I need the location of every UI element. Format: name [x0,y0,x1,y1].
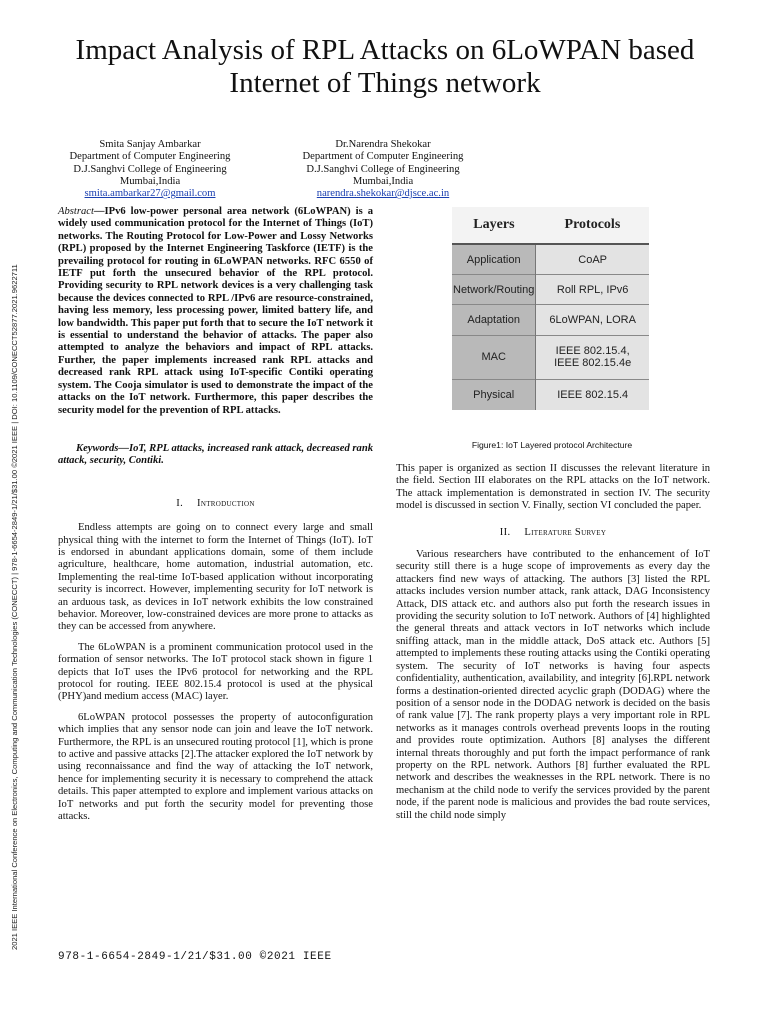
section-heading-literature-survey [396,527,710,539]
protocol-cell: 6LoWPAN, LORA [536,305,649,335]
author-dept: Department of Computer Engineering [302,151,464,163]
section-heading-introduction [58,498,373,510]
paragraph: Various researchers have contributed to the enhancement of IoT security still there is a huge scope of improvements as every day the attackers find new ways of attacking. The authors [3] listed the RPL attacks includes version number attack, rank attack, DAG Inconsistency Attack, DIS attack etc. and authors also put forth the research issues in providing the security solution to IoT network. Authors of [4] highlighted the general threats and attack vectors in IoT networks which include sniffing attack, man in the middle attack, DoS attack etc. Authors [5] attempted to implements these routing attacks using the Contiki operating system. The security of IoT networks is having four aspects confidentiality, authentication, availability, and integrity [6].RPL network forms a destination-oriented directed acyclic graph (DODAG) where the position of a sensor node in the DODAG network is decided on the basis of rank value [7]. The rank property plays a very important role in RPL networks as it manages controls overhead prevents loops in the routing and provides route optimization. Authors [8] analyses the different internal threats thoroughly and put forth the impact performance of rank property on the RPL network. Authors [8] further evaluated the RPL network and describes the weaknesses in the RPL network. There is no mechanism at the child node to verify the services provided by the parent node, if the parent node is malicious and provides the bad route services, still the child node simply [396,549,710,821]
section-number: II. [499,526,511,538]
section-title: Introduction [197,497,255,509]
right-column [396,463,710,830]
protocol-cell: IEEE 802.15.4 [536,380,649,410]
left-column [58,206,373,831]
paragraph: Endless attempts are going on to connect every large and small physical thing with the internet to form the Internet of Things (IoT). IoT is endorsed in abundant applications domain, some of them include agriculture, healthcare, home automation, industrial automation, etc. Implementing the real-time IoT-based application without incorporating security is incorrect. However, implementing security for IoT network is an arduous task, as devices in IoT network exhibits the low constrained behavior. Moreover, low-constrained devices are more prone to attacks as they can be accessed from anywhere. [58,522,373,633]
author-email-link[interactable]: smita.ambarkar27@gmail.com [84,188,216,200]
author-email-link[interactable]: narendra.shekokar@djsce.ac.in [316,188,450,200]
page-footer: 978-1-6654-2849-1/21/$31.00 ©2021 IEEE [58,951,332,963]
paragraph: The 6LoWPAN is a prominent communication protocol used in the formation of sensor networks. The IoT protocol stack shown in figure 1 depicts that IoT uses the IPv6 protocol for networking and the RPL protocol for routing. IEEE 802.15.4 protocol is used at the physical (PHY)and medium access (MAC) layer. [58,641,373,703]
layer-cell: Physical [452,380,536,410]
layer-cell: MAC [452,335,536,379]
paragraph: This paper is organized as section II discusses the relevant literature in the field. Section III elaborates on the RPL attacks on the IoT network. The attack implementation is demonstrated in section IV. The security model is discussed in section V. Finally, section VI concluded the paper. [396,463,710,512]
author-dept: Department of Computer Engineering [69,151,231,163]
protocol-cell: IEEE 802.15.4, IEEE 802.15.4e [536,335,649,379]
table-header-protocols: Protocols [536,207,649,244]
abstract-text: —IPv6 low-power personal area network (6LoWPAN) is a widely used communication protocol for the Internet of Things (IoT) networks. The Routing Protocol for Low-Power and Lossy Networks (RPL) proposed by the Internet Engineering Taskforce (IETF) is the prevailing protocol for routing in 6LoWPAN networks. RFC 6550 of IETF put forth the unsecured behavior of the RPL protocol. Providing security to RPL network devices is a very challenging task because the devices connected to RPL /IPv6 are resource-constrained, having less memory, less processing power, limited battery life, and low bandwidth. This paper put forth that to secure the IoT network it is essential to understand the behavior of attacks. The paper also attempted to analyze the behaviors and impact of RPL attacks. Further, the paper implements increased rank RPL attacks and decreased rank RPL attack using IoT-specific Contiki operating system. The Cooja simulator is used to demonstrate the impact of the attacks on the IoT network. Furthermore, this paper describes the security model for the prevention of RPL attacks. [58,206,373,416]
conference-side-note: 2021 IEEE International Conference on Electronics, Computing and Communication Technologies (CONECCT) | 978-1-6654-2849-1/21/$31.00 ©2021 IEEE | DOI: 10.1109/CONECCT52877.2021.9622711 [10,264,19,950]
table-row [452,380,649,410]
table-row [452,335,649,379]
author-city: Mumbai,India [352,175,414,187]
layer-cell: Network/Routing [452,275,536,305]
keywords-label: Keywords [76,442,119,454]
paragraph: 6LoWPAN protocol possesses the property of autoconfiguration which implies that any sensor node can join and leave the IoT network. Furthermore, the RPL is an unsecured routing protocol [1], which is prone to active and passive attacks [2].The attacker explored the IoT network by using reconnaissance and find the way of attacking the IoT network, hence for implementing security it is necessary to comprehend the attack details. This paper attempted to explore and implement various attacks on IoT networks and put forth the security model for preventing those attacks. [58,711,373,823]
author-block-2 [263,139,503,200]
abstract [58,206,373,417]
protocol-cell: Roll RPL, IPv6 [536,275,649,305]
table-row [452,305,649,335]
layer-cell: Adaptation [452,305,536,335]
abstract-label: Abstract [58,206,94,217]
keywords-text: —IoT, RPL attacks, increased rank attack, decreased rank attack, security, Contiki. [58,442,374,467]
author-college: D.J.Sanghvi College of Engineering [306,163,460,175]
author-name: Smita Sanjay Ambarkar [99,139,201,150]
table-row [452,275,649,305]
table-row [452,244,649,274]
author-city: Mumbai,India [119,175,181,187]
layer-cell: Application [452,244,536,274]
section-title: Literature Survey [524,526,607,538]
author-name: Dr.Narendra Shekokar [335,139,431,150]
paper-title: Impact Analysis of RPL Attacks on 6LoWPAN based Internet of Things network [75,34,695,99]
section-number: I. [176,497,184,509]
protocol-cell: CoAP [536,244,649,274]
author-block-1 [30,139,270,200]
keywords [58,443,373,468]
protocol-architecture-table [452,207,649,410]
figure-caption: Figure1: IoT Layered protocol Architecture [471,440,633,450]
table-header-layers: Layers [452,207,536,244]
author-college: D.J.Sanghvi College of Engineering [73,163,227,175]
